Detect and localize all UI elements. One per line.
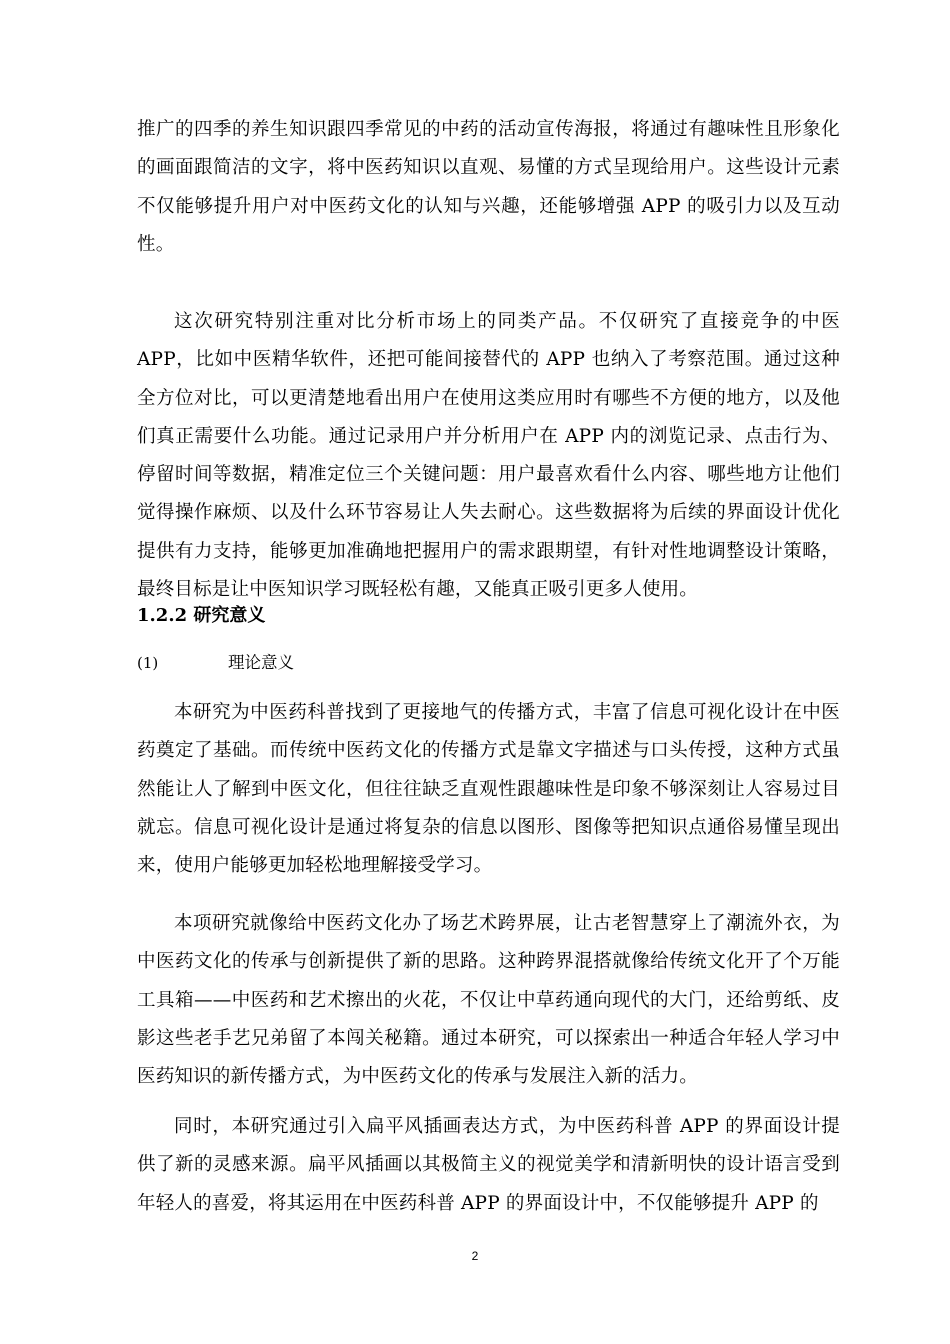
body-paragraph-4: 本项研究就像给中医药文化办了场艺术跨界展，让古老智慧穿上了潮流外衣，为中医药文化的传承与创新提供了新的思路。这种跨界混搭就像给传统文化开了个万能工具箱——中医药和艺术擦出的火花，不仅让中草药通向现代的大门，还给剪纸、皮影这些老手艺兄弟留了本闯关秘籍。通过本研究，可以探索出一种适合年轻人学习中医药知识的新传播方式，为中医药文化的传承与发展注入新的活力。 [137, 913, 840, 1088]
body-paragraph-3: 本研究为中医药科普找到了更接地气的传播方式，丰富了信息可视化设计在中医药奠定了基础。而传统中医药文化的传播方式是靠文字描述与口头传授，这种方式虽然能让人了解到中医文化，但往往缺乏直观性跟趣味性是印象不够深刻让人容易过目就忘。信息可视化设计是通过将复杂的信息以图形、图像等把知识点通俗易懂呈现出来，使用户能够更加轻松地理解接受学习。 [137, 702, 840, 877]
section-heading: 1.2.2 研究意义 [137, 605, 266, 626]
subsection-number: (1) [137, 654, 159, 672]
subsection-title: 理论意义 [228, 653, 294, 672]
subsection-heading [137, 652, 294, 674]
page-number: 2 [471, 1249, 479, 1263]
body-paragraph-5: 同时，本研究通过引入扁平风插画表达方式，为中医药科普 APP 的界面设计提供了新的灵感来源。扁平风插画以其极简主义的视觉美学和清新明快的设计语言受到年轻人的喜爱，将其运用在中医药科普 APP 的界面设计中，不仅能够提升 APP 的 [137, 1116, 840, 1214]
body-paragraph-1: 推广的四季的养生知识跟四季常见的中药的活动宣传海报，将通过有趣味性且形象化的画面跟简洁的文字，将中医药知识以直观、易懂的方式呈现给用户。这些设计元素不仅能够提升用户对中医药文化的认知与兴趣，还能够增强 APP 的吸引力以及互动性。 [137, 119, 840, 255]
body-paragraph-2: 这次研究特别注重对比分析市场上的同类产品。不仅研究了直接竞争的中医 APP，比如中医精华软件，还把可能间接替代的 APP 也纳入了考察范围。通过这种全方位对比，可以更清楚地看出用户在使用这类应用时有哪些不方便的地方，以及他们真正需要什么功能。通过记录用户并分析用户在 APP 内的浏览记录、点击行为、停留时间等数据，精准定位三个关键问题：用户最喜欢看什么内容、哪些地方让他们觉得操作麻烦、以及什么环节容易让人失去耐心。这些数据将为后续的界面设计优化提供有力支持，能够更加准确地把握用户的需求跟期望，有针对性地调整设计策略，最终目标是让中医知识学习既轻松有趣，又能真正吸引更多人使用。 [137, 311, 840, 601]
